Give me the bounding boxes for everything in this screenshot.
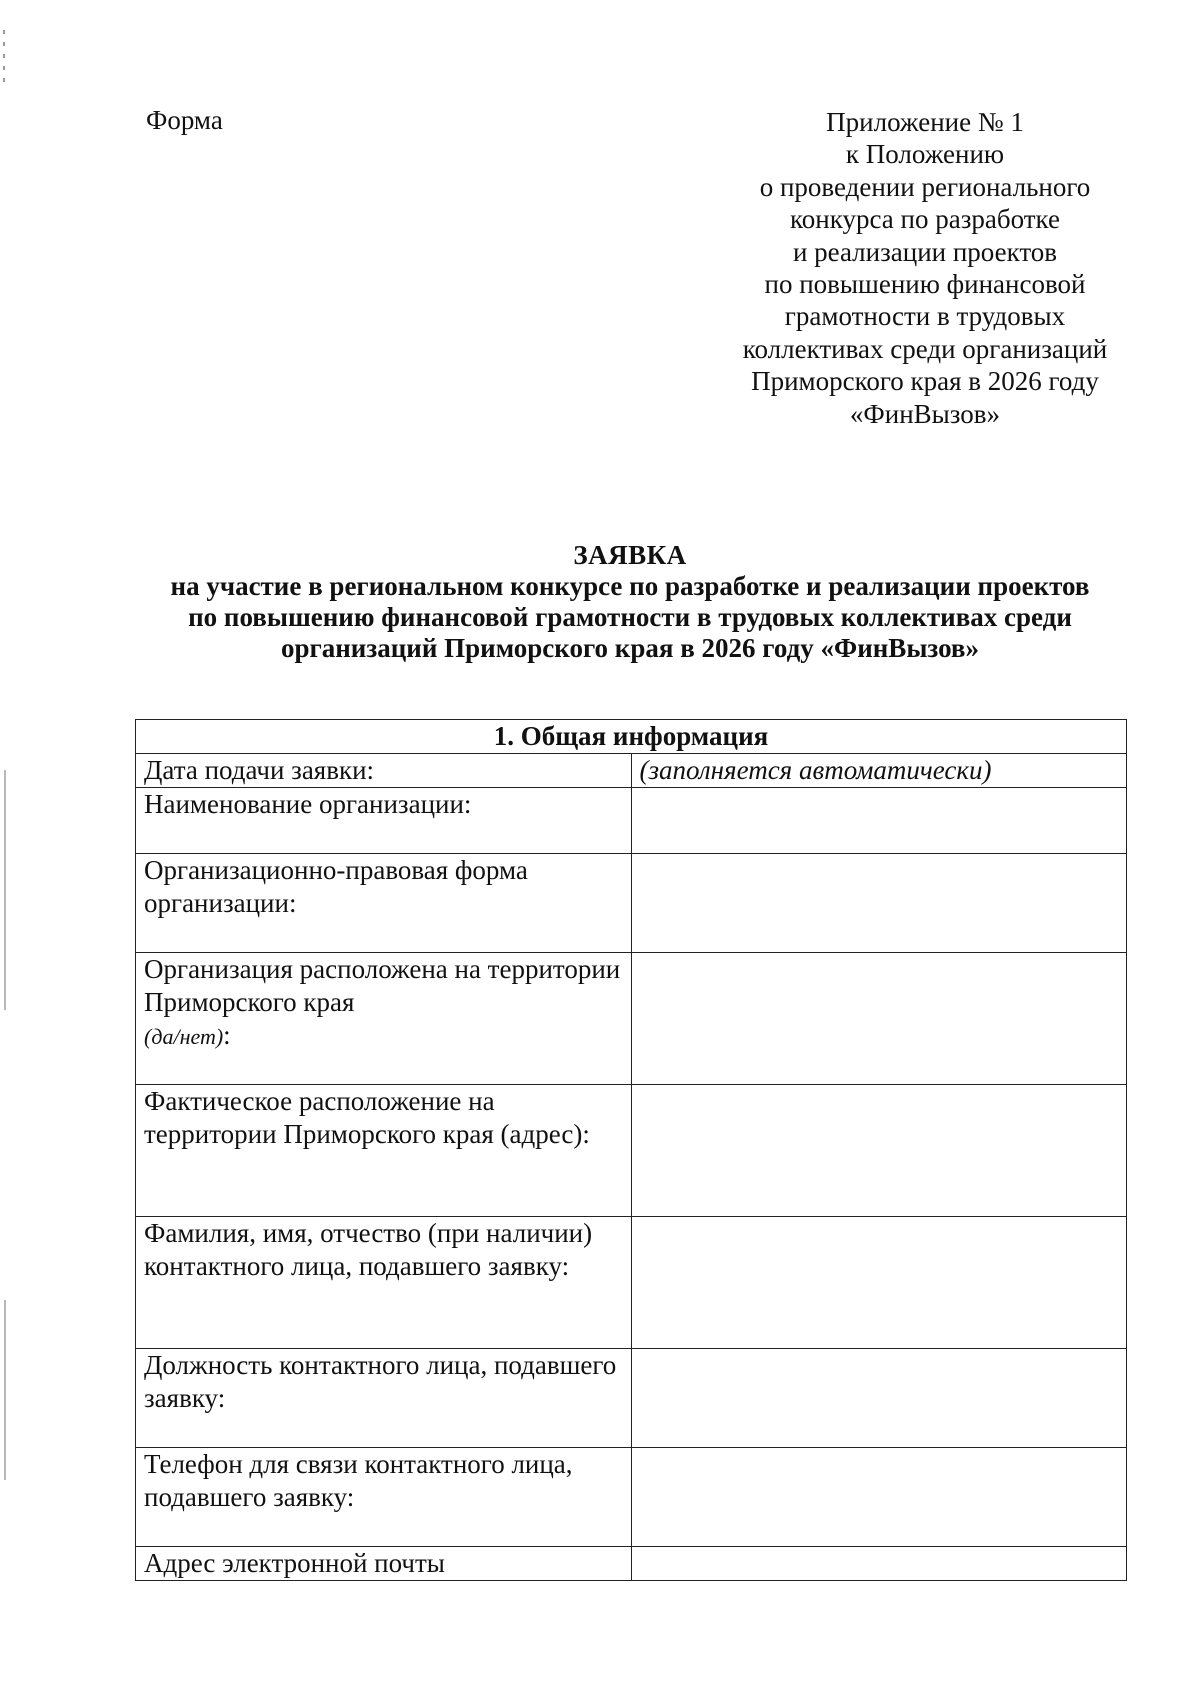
application-table bbox=[135, 719, 1127, 1581]
auto-fill-note: (заполняется автоматически) bbox=[639, 755, 992, 785]
title-line: на участие в региональном конкурсе по разработке и реализации проектов bbox=[170, 571, 1090, 601]
document-title bbox=[100, 540, 1160, 664]
appendix-line: конкурса по разработке bbox=[790, 204, 1060, 235]
row-label-actual-address: Фактическое расположение на территории Приморского края (адрес): bbox=[136, 1085, 632, 1217]
row-label-contact-phone: Телефон для связи контактного лица, подавшего заявку: bbox=[136, 1448, 632, 1547]
scan-artifact bbox=[3, 30, 5, 90]
organization-name-field[interactable] bbox=[631, 788, 1127, 854]
email-field[interactable] bbox=[631, 1547, 1127, 1581]
row-label-contact-name: Фамилия, имя, отчество (при наличии) контактного лица, подавшего заявку: bbox=[136, 1217, 632, 1349]
yes-no-hint: (да/нет) bbox=[144, 1024, 224, 1049]
scan-artifact bbox=[4, 1300, 6, 1480]
section-header: 1. Общая информация bbox=[136, 720, 1127, 754]
appendix-line: «ФинВызов» bbox=[849, 398, 1001, 429]
submission-date-field bbox=[631, 754, 1127, 788]
appendix-line: коллективах среди организаций bbox=[742, 333, 1108, 364]
contact-name-field[interactable] bbox=[631, 1217, 1127, 1349]
appendix-reference bbox=[690, 106, 1160, 430]
appendix-line: Приложение № 1 bbox=[826, 107, 1024, 137]
appendix-line: по повышению финансовой bbox=[764, 269, 1086, 300]
label-suffix: : bbox=[223, 1020, 231, 1050]
location-in-region-field[interactable] bbox=[631, 953, 1127, 1085]
contact-phone-field[interactable] bbox=[631, 1448, 1127, 1547]
appendix-line: к Положению bbox=[845, 139, 1005, 170]
appendix-line: Приморского края в 2026 году bbox=[751, 366, 1099, 397]
appendix-line: грамотности в трудовых bbox=[784, 301, 1066, 332]
row-label-email: Адрес электронной почты bbox=[136, 1547, 632, 1581]
legal-form-field[interactable] bbox=[631, 854, 1127, 953]
title-line: организаций Приморского края в 2026 году «ФинВызов» bbox=[280, 633, 980, 663]
row-label-organization-name: Наименование организации: bbox=[136, 788, 632, 854]
actual-address-field[interactable] bbox=[631, 1085, 1127, 1217]
contact-position-field[interactable] bbox=[631, 1349, 1127, 1448]
location-label-text: Организация расположена на территории Приморского края bbox=[144, 954, 621, 1017]
row-label-location-in-region bbox=[136, 953, 632, 1085]
appendix-line: о проведении регионального bbox=[759, 171, 1091, 202]
title-main: ЗАЯВКА bbox=[573, 540, 687, 570]
appendix-line: и реализации проектов bbox=[792, 236, 1058, 267]
form-label: Форма bbox=[146, 105, 223, 135]
scan-artifact bbox=[4, 770, 6, 1010]
row-label-contact-position: Должность контактного лица, подавшего заявку: bbox=[136, 1349, 632, 1448]
title-line: по повышению финансовой грамотности в трудовых коллективах среди bbox=[188, 602, 1072, 632]
row-label-submission-date: Дата подачи заявки: bbox=[136, 754, 632, 788]
row-label-legal-form: Организационно-правовая форма организации: bbox=[136, 854, 632, 953]
